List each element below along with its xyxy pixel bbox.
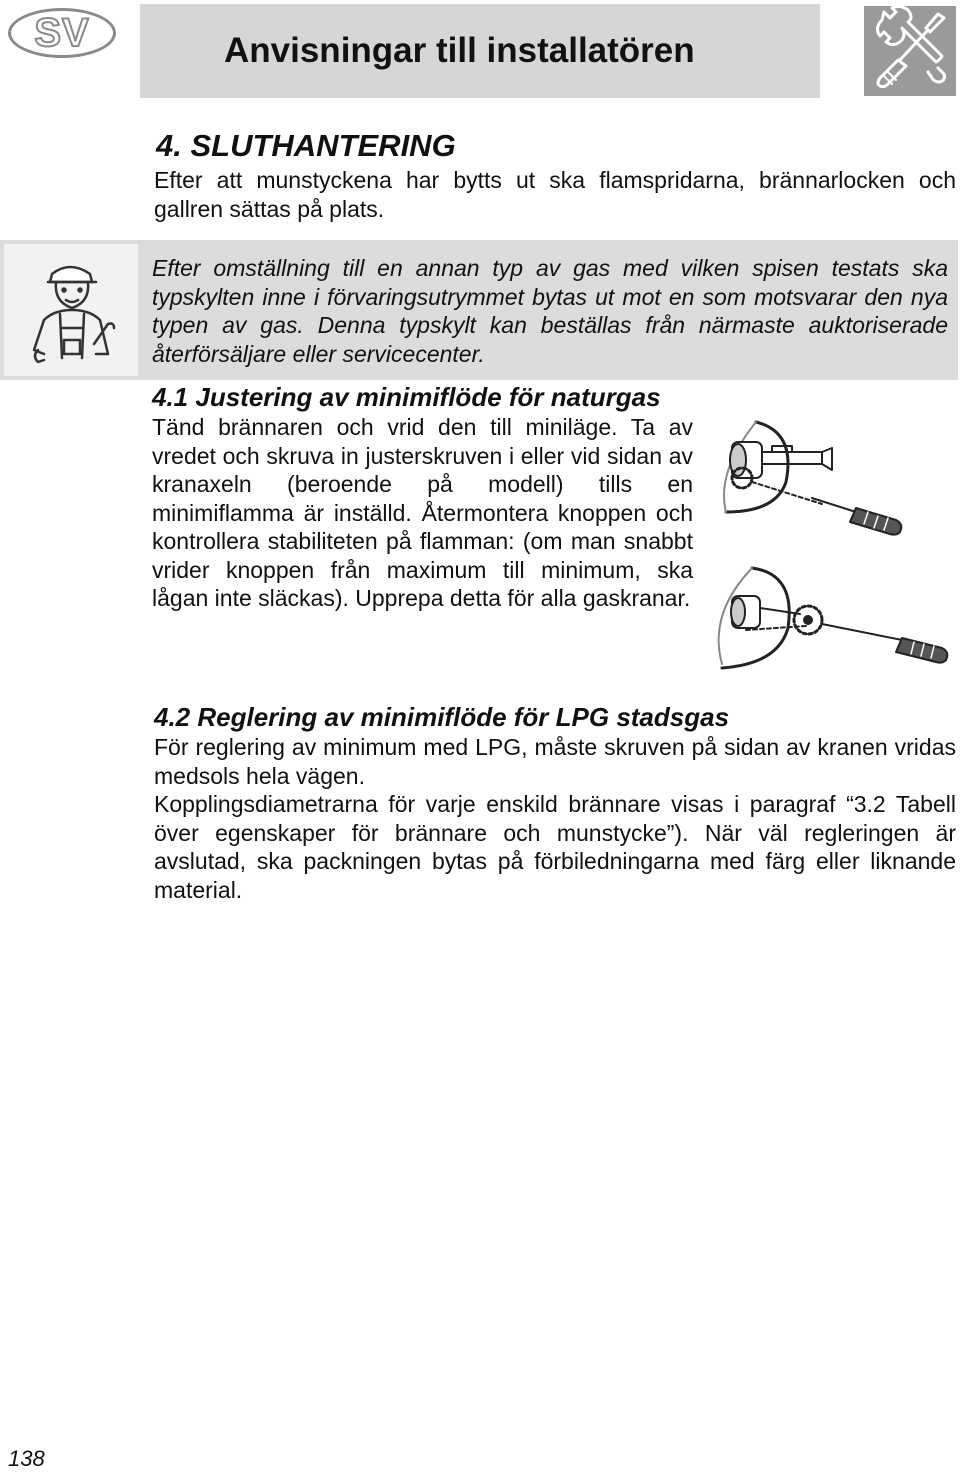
section-4-1-text: Tänd brännaren och vrid den till miniläge. Ta av vredet och skruva in justerskruven i eller vid sidan av kranaxeln (beroende på modell) tills en minimiflamma är inställd. Återmontera knoppen och kontrollera stabiliteten på flamman: (om man snabbt vrider knoppen från maximum till minimum, ska lågan inte släckas). Upprepa detta för alla gaskranar.: [152, 414, 693, 611]
section-4-2-text: [154, 733, 956, 904]
section-4-2-paragraph-1: För reglering av minimum med LPG, måste skruven på sidan av kranen vridas medsols hela vägen.: [154, 734, 956, 789]
section-4-1-heading: 4.1 Justering av minimiflöde för naturgas: [152, 382, 661, 412]
gas-tap-screwdriver-icon: [712, 412, 958, 674]
section-4-2-paragraph-2: Kopplingsdiametrarna för varje enskild brännare visas i paragraf “3.2 Tabell över egenskaper för brännare och munstycke”). När väl regleringen är avslutad, ska packningen bytas på förbiledningarna med färg eller liknande material.: [154, 791, 956, 903]
language-badge: [8, 8, 116, 58]
section-4-2-heading: 4.2 Reglering av minimiflöde för LPG stadsgas: [154, 702, 730, 732]
section-4-heading: 4. SLUTHANTERING: [156, 128, 456, 163]
language-code: SV: [34, 10, 90, 55]
page-number: 138: [8, 1446, 45, 1471]
page-title: Anvisningar till installatören: [224, 31, 695, 70]
technician-icon: [4, 244, 138, 376]
note-text: Efter omställning till en annan typ av gas med vilken spisen testats ska typskylten inne i förvaringsutrymmet bytas ut mot en som motsvarar den nya typen av gas. Denna typskylt kan beställas från närmaste auktoriserade återförsäljare eller servicecenter.: [152, 255, 948, 367]
wrench-screwdriver-icon: [864, 6, 956, 96]
section-4-text: Efter att munstyckena har bytts ut ska flamspridarna, brännarlocken och gallren sättas på plats.: [154, 167, 956, 222]
header-bar: [140, 4, 820, 98]
